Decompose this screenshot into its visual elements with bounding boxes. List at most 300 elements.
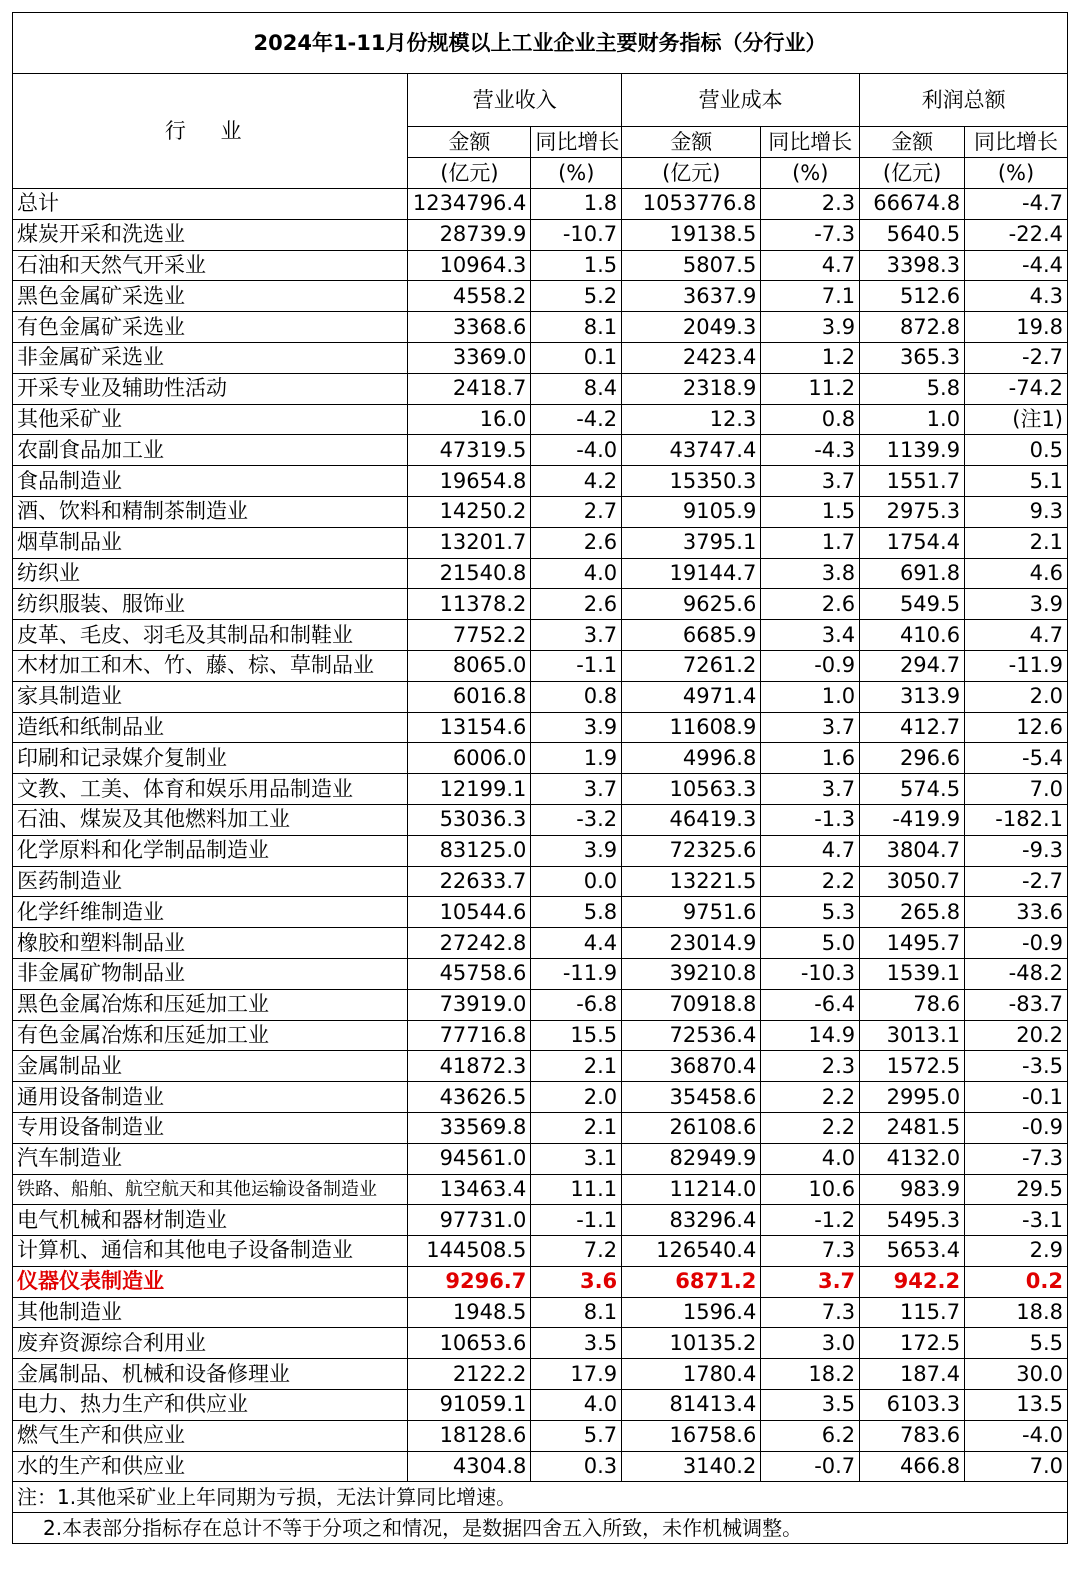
table-row xyxy=(13,1082,1068,1113)
revenue-amount-cell: 83125.0 xyxy=(408,835,531,866)
table-row xyxy=(13,1205,1068,1236)
cost-amount-cell: 19138.5 xyxy=(622,219,761,250)
cost-amount-cell: 81413.4 xyxy=(622,1390,761,1421)
profit-amount-cell: 466.8 xyxy=(860,1451,965,1482)
cost-growth-cell: 1.2 xyxy=(761,342,860,373)
profit-amount-cell: 1.0 xyxy=(860,404,965,435)
table-row xyxy=(13,989,1068,1020)
table-row xyxy=(13,558,1068,589)
industry-name-cell: 黑色金属冶炼和压延加工业 xyxy=(13,989,408,1020)
revenue-amount-cell: 13201.7 xyxy=(408,527,531,558)
cost-amount-cell: 126540.4 xyxy=(622,1236,761,1267)
table-row xyxy=(13,1390,1068,1421)
cost-growth-cell: 3.5 xyxy=(761,1390,860,1421)
industry-name-cell: 金属制品业 xyxy=(13,1051,408,1082)
table-row xyxy=(13,1451,1068,1482)
revenue-growth-cell: 7.2 xyxy=(531,1236,622,1267)
table-row xyxy=(13,866,1068,897)
cost-growth-cell: 3.7 xyxy=(761,1266,860,1297)
table-row xyxy=(13,712,1068,743)
table-row xyxy=(13,527,1068,558)
cost-growth-cell: 2.2 xyxy=(761,1082,860,1113)
profit-amount-cell: 6103.3 xyxy=(860,1390,965,1421)
cost-growth-cell: -10.3 xyxy=(761,958,860,989)
profit-amount-cell: 942.2 xyxy=(860,1266,965,1297)
profit-growth-cell: -0.1 xyxy=(965,1082,1068,1113)
industry-name-cell: 纺织业 xyxy=(13,558,408,589)
table-row xyxy=(13,1051,1068,1082)
cost-growth-cell: 7.1 xyxy=(761,281,860,312)
cost-amount-cell: 36870.4 xyxy=(622,1051,761,1082)
revenue-amount-cell: 33569.8 xyxy=(408,1112,531,1143)
cost-amount-cell: 3140.2 xyxy=(622,1451,761,1482)
profit-amount-unit: (亿元) xyxy=(860,158,965,189)
revenue-amount-cell: 53036.3 xyxy=(408,804,531,835)
table-row xyxy=(13,958,1068,989)
cost-amount-header: 金额 xyxy=(622,127,761,158)
revenue-growth-cell: 2.7 xyxy=(531,496,622,527)
profit-amount-cell: 2481.5 xyxy=(860,1112,965,1143)
cost-amount-cell: 83296.4 xyxy=(622,1205,761,1236)
table-row xyxy=(13,189,1068,220)
profit-growth-cell: (注1) xyxy=(965,404,1068,435)
revenue-growth-cell: 4.0 xyxy=(531,1390,622,1421)
profit-growth-cell: -9.3 xyxy=(965,835,1068,866)
cost-amount-cell: 2049.3 xyxy=(622,312,761,343)
cost-amount-cell: 16758.6 xyxy=(622,1420,761,1451)
revenue-growth-cell: 2.6 xyxy=(531,589,622,620)
table-row xyxy=(13,928,1068,959)
revenue-amount-cell: 97731.0 xyxy=(408,1205,531,1236)
financial-indicators-table xyxy=(12,12,1068,1544)
revenue-growth-cell: 8.1 xyxy=(531,1297,622,1328)
table-row xyxy=(13,835,1068,866)
revenue-growth-cell: 5.8 xyxy=(531,897,622,928)
industry-name-cell: 总计 xyxy=(13,189,408,220)
revenue-amount-cell: 10964.3 xyxy=(408,250,531,281)
cost-growth-cell: 3.7 xyxy=(761,712,860,743)
revenue-amount-cell: 12199.1 xyxy=(408,774,531,805)
profit-growth-cell: -0.9 xyxy=(965,1112,1068,1143)
profit-growth-cell: 20.2 xyxy=(965,1020,1068,1051)
cost-growth-cell: 5.0 xyxy=(761,928,860,959)
profit-growth-cell: 0.5 xyxy=(965,435,1068,466)
revenue-amount-unit: (亿元) xyxy=(408,158,531,189)
profit-amount-cell: 1754.4 xyxy=(860,527,965,558)
revenue-amount-cell: 18128.6 xyxy=(408,1420,531,1451)
profit-amount-cell: 783.6 xyxy=(860,1420,965,1451)
report-sheet xyxy=(12,12,1068,1544)
industry-name-cell: 化学纤维制造业 xyxy=(13,897,408,928)
profit-growth-cell: -182.1 xyxy=(965,804,1068,835)
profit-amount-cell: 1572.5 xyxy=(860,1051,965,1082)
revenue-amount-cell: 2122.2 xyxy=(408,1359,531,1390)
revenue-amount-cell: 1948.5 xyxy=(408,1297,531,1328)
cost-amount-cell: 46419.3 xyxy=(622,804,761,835)
profit-growth-cell: -74.2 xyxy=(965,373,1068,404)
industry-name-cell: 造纸和纸制品业 xyxy=(13,712,408,743)
table-row xyxy=(13,281,1068,312)
table-row xyxy=(13,496,1068,527)
industry-name-cell: 医药制造业 xyxy=(13,866,408,897)
revenue-growth-cell: 2.6 xyxy=(531,527,622,558)
revenue-amount-cell: 43626.5 xyxy=(408,1082,531,1113)
table-row xyxy=(13,1143,1068,1174)
profit-growth-cell: -2.7 xyxy=(965,866,1068,897)
cost-amount-cell: 23014.9 xyxy=(622,928,761,959)
cost-growth-cell: -0.9 xyxy=(761,650,860,681)
industry-name-cell: 非金属矿采选业 xyxy=(13,342,408,373)
cost-amount-cell: 11608.9 xyxy=(622,712,761,743)
cost-growth-cell: 2.3 xyxy=(761,1051,860,1082)
profit-growth-cell: -4.4 xyxy=(965,250,1068,281)
profit-growth-cell: 2.9 xyxy=(965,1236,1068,1267)
table-row xyxy=(13,743,1068,774)
revenue-growth-cell: 3.9 xyxy=(531,835,622,866)
industry-name-cell: 其他制造业 xyxy=(13,1297,408,1328)
revenue-amount-cell: 4304.8 xyxy=(408,1451,531,1482)
profit-growth-cell: 19.8 xyxy=(965,312,1068,343)
profit-amount-cell: 412.7 xyxy=(860,712,965,743)
profit-amount-cell: 294.7 xyxy=(860,650,965,681)
revenue-amount-cell: 7752.2 xyxy=(408,620,531,651)
revenue-growth-cell: -11.9 xyxy=(531,958,622,989)
industry-name-cell: 铁路、船舶、航空航天和其他运输设备制造业 xyxy=(13,1174,408,1205)
profit-growth-cell: -7.3 xyxy=(965,1143,1068,1174)
cost-growth-cell: 2.2 xyxy=(761,866,860,897)
table-row xyxy=(13,650,1068,681)
revenue-growth-cell: 3.6 xyxy=(531,1266,622,1297)
profit-amount-cell: 4132.0 xyxy=(860,1143,965,1174)
cost-growth-cell: 3.7 xyxy=(761,774,860,805)
revenue-growth-cell: 5.7 xyxy=(531,1420,622,1451)
revenue-growth-cell: 2.1 xyxy=(531,1112,622,1143)
industry-name-cell: 汽车制造业 xyxy=(13,1143,408,1174)
cost-amount-cell: 9625.6 xyxy=(622,589,761,620)
revenue-growth-cell: 0.8 xyxy=(531,681,622,712)
table-row xyxy=(13,1359,1068,1390)
revenue-amount-cell: 10653.6 xyxy=(408,1328,531,1359)
cost-growth-cell: 4.7 xyxy=(761,250,860,281)
cost-amount-cell: 10563.3 xyxy=(622,774,761,805)
table-row xyxy=(13,1297,1068,1328)
cost-growth-cell: -1.2 xyxy=(761,1205,860,1236)
profit-amount-cell: 187.4 xyxy=(860,1359,965,1390)
cost-amount-cell: 26108.6 xyxy=(622,1112,761,1143)
profit-growth-cell: 7.0 xyxy=(965,1451,1068,1482)
table-row xyxy=(13,1328,1068,1359)
cost-growth-cell: 1.6 xyxy=(761,743,860,774)
cost-amount-cell: 1053776.8 xyxy=(622,189,761,220)
profit-amount-header: 金额 xyxy=(860,127,965,158)
industry-name-cell: 其他采矿业 xyxy=(13,404,408,435)
cost-growth-cell: -1.3 xyxy=(761,804,860,835)
cost-amount-cell: 72325.6 xyxy=(622,835,761,866)
footnote-2: 2.本表部分指标存在总计不等于分项之和情况，是数据四舍五入所致，未作机械调整。 xyxy=(13,1513,1068,1544)
industry-name-cell: 印刷和记录媒介复制业 xyxy=(13,743,408,774)
revenue-amount-cell: 28739.9 xyxy=(408,219,531,250)
cost-growth-unit: (%) xyxy=(761,158,860,189)
profit-amount-cell: 66674.8 xyxy=(860,189,965,220)
revenue-amount-cell: 11378.2 xyxy=(408,589,531,620)
profit-amount-cell: 549.5 xyxy=(860,589,965,620)
revenue-amount-cell: 6016.8 xyxy=(408,681,531,712)
table-row xyxy=(13,1420,1068,1451)
profit-amount-cell: 2975.3 xyxy=(860,496,965,527)
profit-growth-cell: 13.5 xyxy=(965,1390,1068,1421)
cost-growth-cell: 2.2 xyxy=(761,1112,860,1143)
industry-name-cell: 石油和天然气开采业 xyxy=(13,250,408,281)
cost-growth-cell: 6.2 xyxy=(761,1420,860,1451)
profit-amount-cell: 78.6 xyxy=(860,989,965,1020)
table-row xyxy=(13,804,1068,835)
industry-name-cell: 专用设备制造业 xyxy=(13,1112,408,1143)
industry-name-cell: 化学原料和化学制品制造业 xyxy=(13,835,408,866)
cost-amount-cell: 2318.9 xyxy=(622,373,761,404)
cost-growth-cell: 2.3 xyxy=(761,189,860,220)
cost-amount-cell: 2423.4 xyxy=(622,342,761,373)
revenue-growth-cell: 3.7 xyxy=(531,774,622,805)
cost-growth-cell: 14.9 xyxy=(761,1020,860,1051)
cost-growth-cell: 3.4 xyxy=(761,620,860,651)
industry-name-cell: 通用设备制造业 xyxy=(13,1082,408,1113)
profit-amount-cell: 691.8 xyxy=(860,558,965,589)
industry-name-cell: 水的生产和供应业 xyxy=(13,1451,408,1482)
table-row xyxy=(13,1174,1068,1205)
cost-amount-cell: 7261.2 xyxy=(622,650,761,681)
revenue-growth-cell: 0.0 xyxy=(531,866,622,897)
profit-growth-cell: -0.9 xyxy=(965,928,1068,959)
cost-growth-cell: 3.7 xyxy=(761,466,860,497)
profit-amount-cell: -419.9 xyxy=(860,804,965,835)
industry-name-cell: 家具制造业 xyxy=(13,681,408,712)
profit-amount-cell: 1551.7 xyxy=(860,466,965,497)
profit-growth-cell: 3.9 xyxy=(965,589,1068,620)
industry-name-cell: 农副食品加工业 xyxy=(13,435,408,466)
revenue-amount-cell: 73919.0 xyxy=(408,989,531,1020)
profit-growth-cell: -2.7 xyxy=(965,342,1068,373)
revenue-amount-cell: 21540.8 xyxy=(408,558,531,589)
profit-group-header: 利润总额 xyxy=(860,74,1068,127)
revenue-growth-cell: 3.1 xyxy=(531,1143,622,1174)
table-row xyxy=(13,466,1068,497)
industry-name-cell: 废弃资源综合利用业 xyxy=(13,1328,408,1359)
profit-amount-cell: 115.7 xyxy=(860,1297,965,1328)
table-row xyxy=(13,681,1068,712)
profit-amount-cell: 365.3 xyxy=(860,342,965,373)
cost-amount-cell: 5807.5 xyxy=(622,250,761,281)
cost-amount-cell: 3795.1 xyxy=(622,527,761,558)
revenue-growth-cell: 2.0 xyxy=(531,1082,622,1113)
revenue-growth-cell: 3.5 xyxy=(531,1328,622,1359)
profit-growth-cell: 4.3 xyxy=(965,281,1068,312)
profit-amount-cell: 3013.1 xyxy=(860,1020,965,1051)
revenue-growth-cell: 0.1 xyxy=(531,342,622,373)
cost-growth-cell: 3.0 xyxy=(761,1328,860,1359)
profit-growth-cell: 29.5 xyxy=(965,1174,1068,1205)
revenue-growth-cell: 3.7 xyxy=(531,620,622,651)
cost-amount-cell: 39210.8 xyxy=(622,958,761,989)
revenue-amount-cell: 2418.7 xyxy=(408,373,531,404)
cost-amount-cell: 11214.0 xyxy=(622,1174,761,1205)
profit-amount-cell: 872.8 xyxy=(860,312,965,343)
revenue-growth-cell: -1.1 xyxy=(531,650,622,681)
table-row xyxy=(13,1112,1068,1143)
cost-growth-header: 同比增长 xyxy=(761,127,860,158)
cost-growth-cell: 1.0 xyxy=(761,681,860,712)
revenue-amount-cell: 47319.5 xyxy=(408,435,531,466)
profit-growth-cell: 2.1 xyxy=(965,527,1068,558)
cost-growth-cell: 10.6 xyxy=(761,1174,860,1205)
revenue-amount-cell: 144508.5 xyxy=(408,1236,531,1267)
revenue-amount-cell: 3369.0 xyxy=(408,342,531,373)
cost-growth-cell: 11.2 xyxy=(761,373,860,404)
revenue-growth-cell: -10.7 xyxy=(531,219,622,250)
cost-amount-cell: 35458.6 xyxy=(622,1082,761,1113)
cost-amount-cell: 10135.2 xyxy=(622,1328,761,1359)
revenue-amount-cell: 77716.8 xyxy=(408,1020,531,1051)
footnote-1: 注：1.其他采矿业上年同期为亏损，无法计算同比增速。 xyxy=(13,1482,1068,1513)
profit-growth-cell: -4.0 xyxy=(965,1420,1068,1451)
revenue-growth-cell: 4.4 xyxy=(531,928,622,959)
cost-amount-cell: 1780.4 xyxy=(622,1359,761,1390)
revenue-growth-unit: (%) xyxy=(531,158,622,189)
profit-amount-cell: 5495.3 xyxy=(860,1205,965,1236)
cost-amount-cell: 9105.9 xyxy=(622,496,761,527)
industry-name-cell: 黑色金属矿采选业 xyxy=(13,281,408,312)
revenue-amount-cell: 27242.8 xyxy=(408,928,531,959)
cost-growth-cell: 0.8 xyxy=(761,404,860,435)
profit-amount-cell: 5640.5 xyxy=(860,219,965,250)
cost-growth-cell: 7.3 xyxy=(761,1236,860,1267)
profit-amount-cell: 2995.0 xyxy=(860,1082,965,1113)
revenue-amount-cell: 16.0 xyxy=(408,404,531,435)
table-row xyxy=(13,219,1068,250)
cost-growth-cell: 4.7 xyxy=(761,835,860,866)
cost-amount-cell: 6685.9 xyxy=(622,620,761,651)
table-row xyxy=(13,897,1068,928)
table-title: 2024年1-11月份规模以上工业企业主要财务指标（分行业） xyxy=(13,13,1068,74)
industry-name-cell: 纺织服装、服饰业 xyxy=(13,589,408,620)
revenue-growth-cell: -4.2 xyxy=(531,404,622,435)
cost-amount-cell: 6871.2 xyxy=(622,1266,761,1297)
industry-name-cell: 仪器仪表制造业 xyxy=(13,1266,408,1297)
profit-growth-cell: 5.5 xyxy=(965,1328,1068,1359)
revenue-growth-cell: 1.5 xyxy=(531,250,622,281)
cost-growth-cell: 4.0 xyxy=(761,1143,860,1174)
revenue-growth-cell: 8.1 xyxy=(531,312,622,343)
revenue-amount-header: 金额 xyxy=(408,127,531,158)
industry-name-cell: 开采专业及辅助性活动 xyxy=(13,373,408,404)
profit-growth-cell: 2.0 xyxy=(965,681,1068,712)
cost-amount-cell: 4996.8 xyxy=(622,743,761,774)
revenue-growth-cell: 5.2 xyxy=(531,281,622,312)
industry-name-cell: 燃气生产和供应业 xyxy=(13,1420,408,1451)
cost-growth-cell: 5.3 xyxy=(761,897,860,928)
profit-amount-cell: 265.8 xyxy=(860,897,965,928)
revenue-amount-cell: 45758.6 xyxy=(408,958,531,989)
cost-amount-cell: 13221.5 xyxy=(622,866,761,897)
revenue-growth-cell: 15.5 xyxy=(531,1020,622,1051)
profit-amount-cell: 574.5 xyxy=(860,774,965,805)
profit-growth-cell: -3.1 xyxy=(965,1205,1068,1236)
cost-growth-cell: 1.5 xyxy=(761,496,860,527)
profit-growth-cell: -11.9 xyxy=(965,650,1068,681)
cost-amount-cell: 3637.9 xyxy=(622,281,761,312)
revenue-amount-cell: 14250.2 xyxy=(408,496,531,527)
industry-name-cell: 金属制品、机械和设备修理业 xyxy=(13,1359,408,1390)
industry-name-cell: 电气机械和器材制造业 xyxy=(13,1205,408,1236)
industry-column-header: 行 业 xyxy=(13,74,408,189)
revenue-growth-cell: -3.2 xyxy=(531,804,622,835)
revenue-amount-cell: 22633.7 xyxy=(408,866,531,897)
profit-growth-cell: 0.2 xyxy=(965,1266,1068,1297)
profit-growth-cell: 33.6 xyxy=(965,897,1068,928)
revenue-amount-cell: 4558.2 xyxy=(408,281,531,312)
profit-growth-cell: -22.4 xyxy=(965,219,1068,250)
industry-name-cell: 石油、煤炭及其他燃料加工业 xyxy=(13,804,408,835)
cost-amount-cell: 4971.4 xyxy=(622,681,761,712)
profit-growth-unit: (%) xyxy=(965,158,1068,189)
table-row xyxy=(13,1236,1068,1267)
cost-growth-cell: -4.3 xyxy=(761,435,860,466)
revenue-growth-cell: 2.1 xyxy=(531,1051,622,1082)
revenue-amount-cell: 10544.6 xyxy=(408,897,531,928)
industry-name-cell: 食品制造业 xyxy=(13,466,408,497)
revenue-amount-cell: 13463.4 xyxy=(408,1174,531,1205)
cost-amount-cell: 12.3 xyxy=(622,404,761,435)
revenue-amount-cell: 94561.0 xyxy=(408,1143,531,1174)
revenue-amount-cell: 41872.3 xyxy=(408,1051,531,1082)
cost-growth-cell: 7.3 xyxy=(761,1297,860,1328)
revenue-amount-cell: 8065.0 xyxy=(408,650,531,681)
table-row xyxy=(13,620,1068,651)
profit-amount-cell: 3050.7 xyxy=(860,866,965,897)
profit-growth-cell: 7.0 xyxy=(965,774,1068,805)
table-row xyxy=(13,312,1068,343)
cost-growth-cell: -6.4 xyxy=(761,989,860,1020)
profit-growth-header: 同比增长 xyxy=(965,127,1068,158)
industry-name-cell: 文教、工美、体育和娱乐用品制造业 xyxy=(13,774,408,805)
cost-growth-cell: 3.8 xyxy=(761,558,860,589)
industry-name-cell: 烟草制品业 xyxy=(13,527,408,558)
revenue-growth-cell: 4.2 xyxy=(531,466,622,497)
revenue-growth-cell: 17.9 xyxy=(531,1359,622,1390)
cost-growth-cell: -7.3 xyxy=(761,219,860,250)
profit-growth-cell: -4.7 xyxy=(965,189,1068,220)
industry-name-cell: 有色金属冶炼和压延加工业 xyxy=(13,1020,408,1051)
revenue-amount-cell: 19654.8 xyxy=(408,466,531,497)
revenue-growth-cell: -6.8 xyxy=(531,989,622,1020)
table-row xyxy=(13,373,1068,404)
table-row xyxy=(13,435,1068,466)
profit-amount-cell: 3804.7 xyxy=(860,835,965,866)
profit-amount-cell: 983.9 xyxy=(860,1174,965,1205)
revenue-growth-cell: 1.9 xyxy=(531,743,622,774)
industry-name-cell: 皮革、毛皮、羽毛及其制品和制鞋业 xyxy=(13,620,408,651)
table-row xyxy=(13,1020,1068,1051)
industry-name-cell: 电力、热力生产和供应业 xyxy=(13,1390,408,1421)
cost-growth-cell: 18.2 xyxy=(761,1359,860,1390)
profit-growth-cell: -3.5 xyxy=(965,1051,1068,1082)
revenue-growth-cell: 3.9 xyxy=(531,712,622,743)
revenue-amount-cell: 3368.6 xyxy=(408,312,531,343)
profit-amount-cell: 512.6 xyxy=(860,281,965,312)
profit-growth-cell: 9.3 xyxy=(965,496,1068,527)
revenue-growth-cell: 8.4 xyxy=(531,373,622,404)
industry-name-cell: 有色金属矿采选业 xyxy=(13,312,408,343)
cost-amount-cell: 82949.9 xyxy=(622,1143,761,1174)
